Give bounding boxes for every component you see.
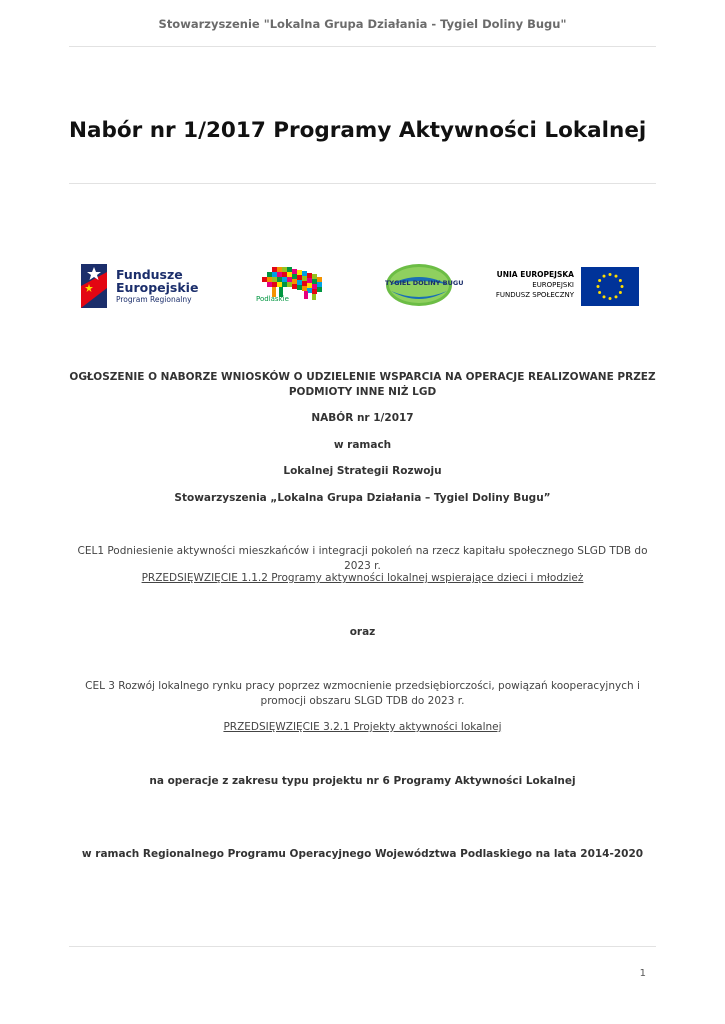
strategia-text: Lokalnej Strategii Rozwoju bbox=[283, 465, 442, 477]
fundusze-europejskie-logo bbox=[81, 263, 201, 309]
unia-europejska-efs-logo bbox=[491, 266, 641, 308]
oraz-text: oraz bbox=[349, 626, 376, 638]
eu-star-icon bbox=[597, 285, 600, 288]
w-ramach-text: w ramach bbox=[333, 439, 392, 451]
przedsiewziecie-1-1-2-link[interactable]: PRZEDSIĘWZIĘCIE 1.1.2 Programy aktywności lokalnej wspierające dzieci i młodzież bbox=[141, 572, 584, 584]
document-title: Nabór nr 1/2017 Programy Aktywności Lokalnej bbox=[69, 118, 647, 143]
eu-star-icon bbox=[619, 279, 622, 282]
cel1-text: CEL1 Podniesienie aktywności mieszkańców i integracji pokoleń na rzecz kapitału społecznego SLGD TDB do 2023 r. bbox=[77, 545, 648, 572]
eu-star-icon bbox=[619, 291, 622, 294]
eu-star-icon bbox=[609, 297, 612, 300]
eu-star-icon bbox=[598, 291, 601, 294]
eu-star-icon bbox=[603, 295, 606, 298]
stowarzyszenie-text: Stowarzyszenia „Lokalna Grupa Działania – Tygiel Doliny Bugu” bbox=[174, 492, 551, 504]
eu-star-icon bbox=[603, 275, 606, 278]
eu-star-icon bbox=[615, 295, 618, 298]
eu-flag-icon bbox=[581, 267, 639, 306]
fundusze-line2: Europejskie bbox=[116, 280, 199, 295]
header-divider bbox=[69, 46, 656, 47]
podlaskie-caption: Podlaskie bbox=[256, 295, 289, 303]
podlaskie-logo bbox=[256, 265, 328, 307]
eu-star-icon bbox=[609, 273, 612, 276]
ue-line1: UNIA EUROPEJSKA bbox=[496, 270, 574, 279]
cel3-text: CEL 3 Rozwój lokalnego rynku pracy poprzez wzmocnienie przedsiębiorczości, powiązań kooperacyjnych i promocji obszaru SLGD TDB do 2023 r. bbox=[85, 680, 640, 707]
tygiel-logo-text: TYGIEL DOLINY BUGU bbox=[385, 279, 464, 287]
ue-line3: FUNDUSZ SPOŁECZNY bbox=[495, 291, 574, 299]
footer-divider bbox=[69, 946, 656, 947]
nabor-number: NABÓR nr 1/2017 bbox=[311, 412, 414, 424]
rpo-text: w ramach Regionalnego Programu Operacyjnego Województwa Podlaskiego na lata 2014-2020 bbox=[81, 848, 644, 860]
page-header-organization: Stowarzyszenie "Lokalna Grupa Działania - Tygiel Doliny Bugu" bbox=[158, 17, 567, 31]
fundusze-line3: Program Regionalny bbox=[116, 295, 192, 304]
przedsiewziecie-3-2-1-link[interactable]: PRZEDSIĘWZIĘCIE 3.2.1 Projekty aktywności lokalnej bbox=[223, 721, 502, 733]
operacje-text: na operacje z zakresu typu projektu nr 6 Programy Aktywności Lokalnej bbox=[149, 775, 576, 787]
eu-star-icon bbox=[621, 285, 624, 288]
fundusze-line1: Fundusze bbox=[116, 267, 183, 282]
fundusze-europejskie-icon bbox=[81, 264, 111, 308]
announcement-heading: OGŁOSZENIE O NABORZE WNIOSKÓW O UDZIELENIE WSPARCIA NA OPERACJE REALIZOWANE PRZEZ PODMIOTY INNE NIŻ LGD bbox=[69, 371, 656, 398]
eu-star-icon bbox=[598, 279, 601, 282]
title-divider bbox=[69, 183, 656, 184]
ue-line2: EUROPEJSKI bbox=[532, 281, 574, 289]
tygiel-doliny-bugu-logo bbox=[385, 263, 464, 307]
page-number: 1 bbox=[639, 968, 646, 979]
eu-star-icon bbox=[615, 275, 618, 278]
